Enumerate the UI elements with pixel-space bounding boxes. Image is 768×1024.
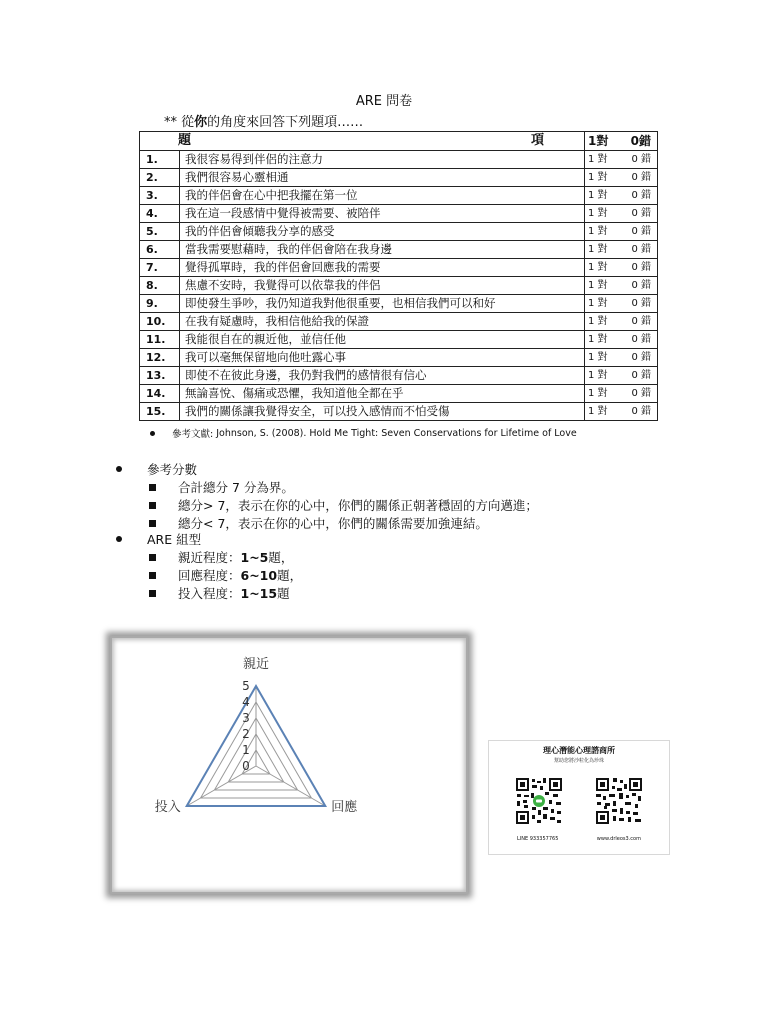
groups-heading bbox=[116, 530, 201, 548]
answer-no: 0 錯 bbox=[631, 370, 651, 381]
scoring-item-text: 總分< 7，表示在你的心中，你們的關係需要加強連結。 bbox=[178, 516, 488, 531]
scoring-item-text: 總分> 7，表示在你的心中，你們的關係正朝著穩固的方向邁進； bbox=[178, 498, 538, 513]
answer-yes: 1 對 bbox=[588, 370, 608, 381]
table-row bbox=[140, 367, 658, 385]
row-question: 即使不在彼此身邊，我仍對我們的感情很有信心 bbox=[180, 367, 585, 385]
row-question: 當我需要慰藉時，我的伴侶會陪在我身邊 bbox=[180, 241, 585, 259]
answer-yes: 1 對 bbox=[588, 190, 608, 201]
row-answer bbox=[585, 367, 658, 385]
row-question: 我很容易得到伴侶的注意力 bbox=[180, 151, 585, 169]
row-answer bbox=[585, 187, 658, 205]
row-number: 15. bbox=[140, 403, 180, 421]
row-number: 2. bbox=[140, 169, 180, 187]
table-row bbox=[140, 169, 658, 187]
card-subtitle: 幫助您將沙粒化為珍珠 bbox=[553, 758, 604, 764]
header-answer bbox=[585, 132, 658, 151]
tick-label: 3 bbox=[242, 711, 250, 725]
row-question: 覺得孤單時，我的伴侶會回應我的需要 bbox=[180, 259, 585, 277]
group-suffix: 題， bbox=[277, 568, 303, 583]
reference bbox=[150, 426, 577, 440]
row-question: 我的伴侶會在心中把我擺在第一位 bbox=[180, 187, 585, 205]
square-bullet-icon bbox=[149, 502, 156, 509]
group-item bbox=[149, 548, 293, 566]
header-no: 0錯 bbox=[630, 133, 651, 148]
answer-no: 0 錯 bbox=[631, 208, 651, 219]
reference-label: 參考文獻: bbox=[172, 429, 214, 440]
row-number: 4. bbox=[140, 205, 180, 223]
row-answer bbox=[585, 223, 658, 241]
website-qr-code-icon bbox=[595, 777, 643, 825]
group-item bbox=[149, 584, 290, 602]
reference-text: Johnson, S. (2008). Hold Me Tight: Seven Conservations for Lifetime of Love bbox=[216, 427, 577, 439]
tick-label: 5 bbox=[242, 679, 250, 693]
answer-no: 0 錯 bbox=[631, 190, 651, 201]
row-answer bbox=[585, 403, 658, 421]
row-number: 10. bbox=[140, 313, 180, 331]
scoring-item bbox=[149, 478, 294, 496]
business-card bbox=[488, 740, 670, 855]
row-number: 8. bbox=[140, 277, 180, 295]
answer-no: 0 錯 bbox=[631, 244, 651, 255]
square-bullet-icon bbox=[149, 484, 156, 491]
group-item bbox=[149, 566, 302, 584]
table-row bbox=[140, 385, 658, 403]
row-answer bbox=[585, 331, 658, 349]
answer-no: 0 錯 bbox=[631, 280, 651, 291]
answer-yes: 1 對 bbox=[588, 334, 608, 345]
row-answer bbox=[585, 349, 658, 367]
radar-chart bbox=[112, 638, 466, 892]
group-range: 6~10 bbox=[240, 567, 278, 583]
row-answer bbox=[585, 277, 658, 295]
row-question: 即使發生爭吵，我仍知道我對他很重要，也相信我們可以和好 bbox=[180, 295, 585, 313]
subtitle-suffix: 的角度來回答下列題項…… bbox=[207, 115, 364, 130]
scoring-heading-text: 參考分數 bbox=[147, 462, 198, 477]
questionnaire-table bbox=[139, 131, 658, 421]
scoring-item bbox=[149, 496, 538, 514]
answer-yes: 1 對 bbox=[588, 262, 608, 273]
header-q-left: 題 bbox=[178, 133, 192, 148]
row-question: 在我有疑慮時，我相信他給我的保證 bbox=[180, 313, 585, 331]
table-row bbox=[140, 277, 658, 295]
answer-yes: 1 對 bbox=[588, 208, 608, 219]
scoring-item-text: 合計總分 7 分為界。 bbox=[178, 480, 294, 495]
bullet-icon bbox=[116, 536, 122, 542]
answer-yes: 1 對 bbox=[588, 244, 608, 255]
row-number: 5. bbox=[140, 223, 180, 241]
row-question: 我在這一段感情中覺得被需要、被陪伴 bbox=[180, 205, 585, 223]
row-number: 1. bbox=[140, 151, 180, 169]
answer-no: 0 錯 bbox=[631, 298, 651, 309]
answer-yes: 1 對 bbox=[588, 172, 608, 183]
table-row bbox=[140, 259, 658, 277]
radar-chart-frame bbox=[110, 636, 468, 894]
answer-no: 0 錯 bbox=[631, 262, 651, 273]
page-title: ARE 問卷 bbox=[355, 94, 413, 109]
tick-label: 1 bbox=[242, 743, 250, 757]
table-row bbox=[140, 349, 658, 367]
axis-label: 親近 bbox=[242, 657, 270, 672]
square-bullet-icon bbox=[149, 590, 156, 597]
row-question: 我可以毫無保留地向他吐露心事 bbox=[180, 349, 585, 367]
answer-no: 0 錯 bbox=[631, 316, 651, 327]
row-answer bbox=[585, 151, 658, 169]
row-number: 14. bbox=[140, 385, 180, 403]
card-line-id: LINE 933357765 bbox=[517, 836, 559, 842]
square-bullet-icon bbox=[149, 554, 156, 561]
tick-label: 0 bbox=[242, 759, 250, 773]
table-row bbox=[140, 241, 658, 259]
header-yes: 1對 bbox=[588, 133, 609, 148]
group-range: 1~15 bbox=[240, 585, 278, 601]
answer-no: 0 錯 bbox=[631, 172, 651, 183]
group-label: 回應程度： bbox=[178, 568, 241, 583]
answer-yes: 1 對 bbox=[588, 298, 608, 309]
row-answer bbox=[585, 385, 658, 403]
row-answer bbox=[585, 205, 658, 223]
table-row bbox=[140, 205, 658, 223]
square-bullet-icon bbox=[149, 520, 156, 527]
table-row bbox=[140, 187, 658, 205]
row-question: 我們的關係讓我覺得安全，可以投入感情而不怕受傷 bbox=[180, 403, 585, 421]
axis-label: 投入 bbox=[154, 800, 181, 815]
table-row bbox=[140, 151, 658, 169]
row-number: 9. bbox=[140, 295, 180, 313]
answer-yes: 1 對 bbox=[588, 154, 608, 165]
row-answer bbox=[585, 241, 658, 259]
row-number: 13. bbox=[140, 367, 180, 385]
bullet-icon bbox=[150, 431, 155, 436]
line-qr-code-icon bbox=[515, 777, 563, 825]
answer-no: 0 錯 bbox=[631, 406, 651, 417]
row-question: 我能很自在的親近他，並信任他 bbox=[180, 331, 585, 349]
row-answer bbox=[585, 169, 658, 187]
row-answer bbox=[585, 259, 658, 277]
group-label: 投入程度： bbox=[178, 586, 241, 601]
tick-label: 4 bbox=[242, 695, 250, 709]
card-website: www.drleos3.com bbox=[596, 836, 641, 842]
answer-yes: 1 對 bbox=[588, 406, 608, 417]
subtitle-prefix: ** 從 bbox=[164, 115, 195, 130]
groups-heading-text: ARE 組型 bbox=[147, 532, 202, 547]
table-header-row bbox=[140, 132, 658, 151]
header-q-right: 項 bbox=[530, 133, 544, 148]
answer-yes: 1 對 bbox=[588, 352, 608, 363]
group-label: 親近程度： bbox=[178, 550, 241, 565]
row-question: 我的伴侶會傾聽我分享的感受 bbox=[180, 223, 585, 241]
row-question: 我們很容易心靈相通 bbox=[180, 169, 585, 187]
row-number: 3. bbox=[140, 187, 180, 205]
table-row bbox=[140, 403, 658, 421]
page-subtitle bbox=[164, 111, 363, 130]
row-number: 6. bbox=[140, 241, 180, 259]
answer-yes: 1 對 bbox=[588, 388, 608, 399]
table-row bbox=[140, 331, 658, 349]
answer-yes: 1 對 bbox=[588, 280, 608, 291]
table-row bbox=[140, 295, 658, 313]
tick-label: 2 bbox=[242, 727, 250, 741]
row-answer bbox=[585, 295, 658, 313]
row-number: 11. bbox=[140, 331, 180, 349]
header-question bbox=[140, 132, 585, 151]
subtitle-bold: 你 bbox=[194, 115, 208, 130]
group-range: 1~5 bbox=[240, 549, 269, 565]
answer-no: 0 錯 bbox=[631, 334, 651, 345]
row-number: 12. bbox=[140, 349, 180, 367]
card-title: 理心潛能心理諮商所 bbox=[543, 746, 615, 755]
bullet-icon bbox=[116, 466, 122, 472]
axis-label: 回應 bbox=[331, 800, 358, 815]
row-question: 焦慮不安時，我覺得可以依靠我的伴侶 bbox=[180, 277, 585, 295]
table-row bbox=[140, 223, 658, 241]
row-answer bbox=[585, 313, 658, 331]
axis-spoke bbox=[256, 766, 325, 806]
answer-no: 0 錯 bbox=[631, 388, 651, 399]
row-number: 7. bbox=[140, 259, 180, 277]
answer-no: 0 錯 bbox=[631, 352, 651, 363]
answer-no: 0 錯 bbox=[631, 226, 651, 237]
table-row bbox=[140, 313, 658, 331]
answer-no: 0 錯 bbox=[631, 154, 651, 165]
group-suffix: 題， bbox=[268, 550, 294, 565]
row-question: 無論喜悅、傷痛或恐懼，我知道他全都在乎 bbox=[180, 385, 585, 403]
answer-yes: 1 對 bbox=[588, 226, 608, 237]
square-bullet-icon bbox=[149, 572, 156, 579]
group-suffix: 題 bbox=[277, 586, 290, 601]
answer-yes: 1 對 bbox=[588, 316, 608, 327]
scoring-heading bbox=[116, 460, 197, 478]
